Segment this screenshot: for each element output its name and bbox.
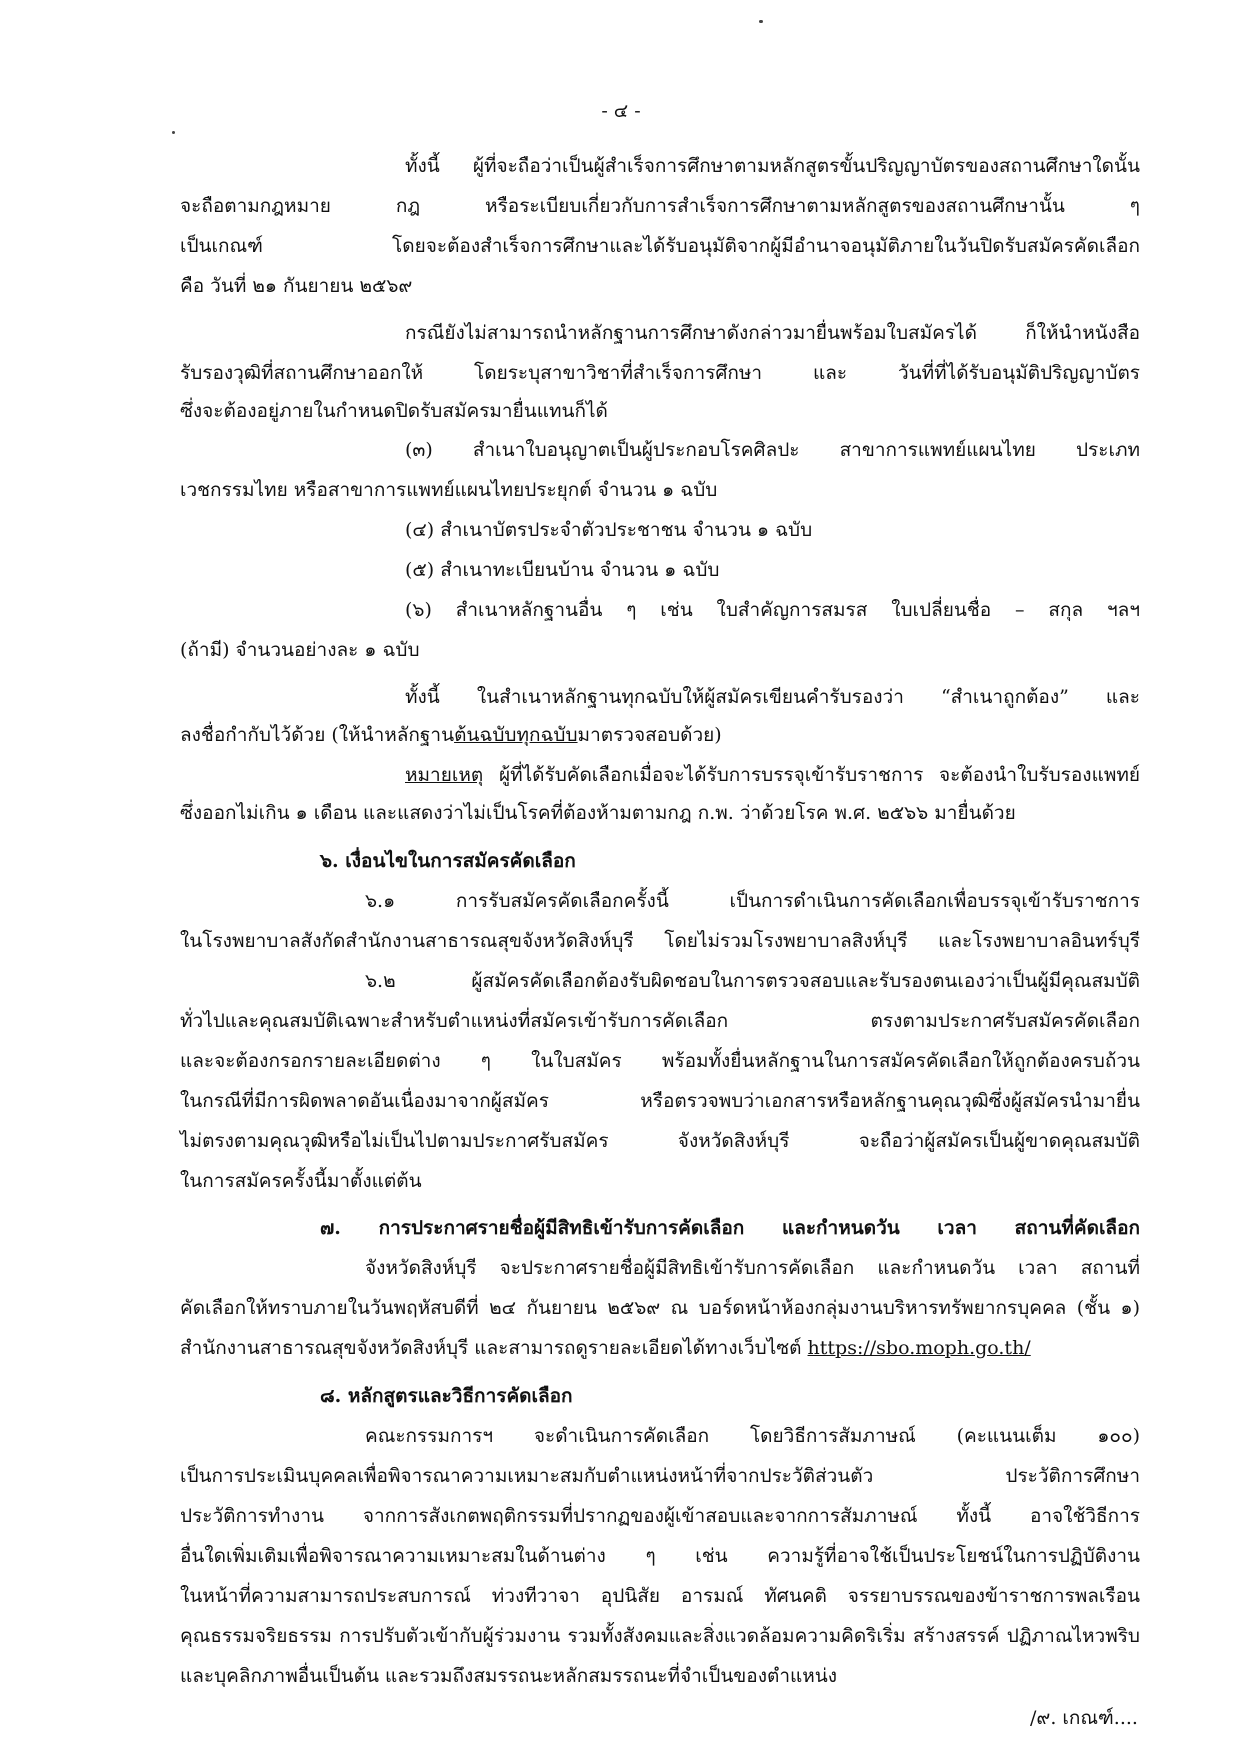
text-line: และบุคลิกภาพอื่นเป็นต้น และรวมถึงสมรรถนะหลักสมรรถนะที่จำเป็นของตำแหน่ง: [180, 1665, 838, 1687]
scan-speck: [172, 131, 175, 134]
remark-line: [405, 762, 1140, 788]
text-segment: ลงชื่อกำกับไว้ด้วย (ให้นำหลักฐาน: [180, 724, 455, 746]
list-item: (๕) สำเนาทะเบียนบ้าน จำนวน ๑ ฉบับ: [405, 559, 720, 581]
text-line: และจะต้องกรอกรายละเอียดต่าง ๆ ในใบสมัคร พร้อมทั้งยื่นหลักฐานในการสมัครคัดเลือกให้ถูกต้องครบถ้วน: [180, 1050, 1140, 1072]
text-line: เวชกรรมไทย หรือสาขาการแพทย์แผนไทยประยุกต์ จำนวน ๑ ฉบับ: [180, 479, 718, 501]
text-line: [180, 1335, 1031, 1361]
text-line: ๖.๒ ผู้สมัครคัดเลือกต้องรับผิดชอบในการตรวจสอบและรับรองตนเองว่าเป็นผู้มีคุณสมบัติ: [365, 970, 1140, 992]
text-line: ซึ่งออกไม่เกิน ๑ เดือน และแสดงว่าไม่เป็นโรคที่ต้องห้ามตามกฎ ก.พ. ว่าด้วยโรค พ.ศ. ๒๕๖๖ มายื่นด้วย: [180, 802, 1016, 824]
text-line: เป็นเกณฑ์ โดยจะต้องสำเร็จการศึกษาและได้รับอนุมัติจากผู้มีอำนาจอนุมัติภายในวันปิดรับสมัครคัดเลือก: [180, 235, 1140, 257]
website-link[interactable]: https://sbo.moph.go.th/: [807, 1337, 1031, 1359]
text-line: ๖.๑ การรับสมัครคัดเลือกครั้งนี้ เป็นการดำเนินการคัดเลือกเพื่อบรรจุเข้ารับราชการ: [365, 890, 1140, 912]
remark-label: หมายเหตุ: [405, 764, 484, 786]
underlined-text: ต้นฉบับทุกฉบับ: [454, 724, 578, 746]
text-segment: สำนักงานสาธารณสุขจังหวัดสิงห์บุรี และสามารถดูรายละเอียดได้ทางเว็บไซต์: [180, 1337, 808, 1359]
section-heading: ๖. เงื่อนไขในการสมัครคัดเลือก: [320, 850, 576, 872]
text-line: ทั้งนี้ ผู้ที่จะถือว่าเป็นผู้สำเร็จการศึกษาตามหลักสูตรขั้นปริญญาบัตรของสถานศึกษาใดนั้น: [405, 155, 1140, 177]
text-line: คือ วันที่ ๒๑ กันยายน ๒๕๖๙: [180, 275, 413, 297]
text-segment: ผู้ที่ได้รับคัดเลือกเมื่อจะได้รับการบรรจุเข้ารับราชการ จะต้องนำใบรับรองแพทย์: [483, 764, 1140, 786]
text-line: ในหน้าที่ความสามารถประสบการณ์ ท่วงทีวาจา อุปนิสัย อารมณ์ ทัศนคติ จรรยาบรรณของข้าราชการพลเรือน: [180, 1585, 1140, 1607]
list-item: (๖) สำเนาหลักฐานอื่น ๆ เช่น ใบสำคัญการสมรส ใบเปลี่ยนชื่อ – สกุล ฯลฯ: [405, 599, 1140, 621]
text-line: รับรองวุฒิที่สถานศึกษาออกให้ โดยระบุสาขาวิชาที่สำเร็จการศึกษา และ วันที่ที่ได้รับอนุมัติปริญญาบัตร: [180, 362, 1140, 384]
text-line: [180, 722, 722, 748]
text-line: ในกรณีที่มีการผิดพลาดอันเนื่องมาจากผู้สมัคร หรือตรวจพบว่าเอกสารหรือหลักฐานคุณวุฒิซึ่งผู้สมัครนำมายื่น: [180, 1090, 1140, 1112]
text-line: ทั้งนี้ ในสำเนาหลักฐานทุกฉบับให้ผู้สมัครเขียนคำรับรองว่า “สำเนาถูกต้อง” และ: [405, 686, 1140, 708]
text-line: คุณธรรมจริยธรรม การปรับตัวเข้ากับผู้ร่วมงาน รวมทั้งสังคมและสิ่งแวดล้อมความคิดริเริ่ม สร้างสรรค์ ปฏิภาณไหวพริบ: [180, 1625, 1140, 1647]
section-heading: ๘. หลักสูตรและวิธีการคัดเลือก: [320, 1385, 573, 1407]
text-line: จะถือตามกฎหมาย กฎ หรือระเบียบเกี่ยวกับการสำเร็จการศึกษาตามหลักสูตรของสถานศึกษานั้น ๆ: [180, 195, 1140, 217]
text-segment: มาตรวจสอบด้วย): [577, 724, 722, 746]
scan-speck: [759, 20, 763, 23]
text-line: ในการสมัครครั้งนี้มาตั้งแต่ต้น: [180, 1170, 422, 1192]
list-item: (๓) สำเนาใบอนุญาตเป็นผู้ประกอบโรคศิลปะ สาขาการแพทย์แผนไทย ประเภท: [405, 439, 1140, 461]
text-line: ประวัติการทำงาน จากการสังเกตพฤติกรรมที่ปรากฏของผู้เข้าสอบและจากการสัมภาษณ์ ทั้งนี้ อาจใช้วิธีการ: [180, 1505, 1140, 1527]
text-line: เป็นการประเมินบุคคลเพื่อพิจารณาความเหมาะสมกับตำแหน่งหน้าที่จากประวัติส่วนตัว ประวัติการศึกษา: [180, 1465, 1140, 1487]
list-item: (๔) สำเนาบัตรประจำตัวประชาชน จำนวน ๑ ฉบับ: [405, 519, 813, 541]
text-line: จังหวัดสิงห์บุรี จะประกาศรายชื่อผู้มีสิทธิเข้ารับการคัดเลือก และกำหนดวัน เวลา สถานที่: [365, 1257, 1140, 1279]
text-line: กรณียังไม่สามารถนำหลักฐานการศึกษาดังกล่าวมายื่นพร้อมใบสมัครได้ ก็ให้นำหนังสือ: [405, 322, 1140, 344]
text-line: ไม่ตรงตามคุณวุฒิหรือไม่เป็นไปตามประกาศรับสมัคร จังหวัดสิงห์บุรี จะถือว่าผู้สมัครเป็นผู้ขาดคุณสมบัติ: [180, 1130, 1140, 1152]
text-line: อื่นใดเพิ่มเติมเพื่อพิจารณาความเหมาะสมในด้านต่าง ๆ เช่น ความรู้ที่อาจใช้เป็นประโยชน์ในการปฏิบัติงาน: [180, 1545, 1140, 1567]
continuation-marker: /๙. เกณฑ์....: [1030, 1707, 1138, 1729]
text-line: ทั่วไปและคุณสมบัติเฉพาะสำหรับตำแหน่งที่สมัครเข้ารับการคัดเลือก ตรงตามประกาศรับสมัครคัดเลือก: [180, 1010, 1140, 1032]
section-heading: ๗. การประกาศรายชื่อผู้มีสิทธิเข้ารับการคัดเลือก และกำหนดวัน เวลา สถานที่คัดเลือก: [320, 1217, 1140, 1239]
text-line: (ถ้ามี) จำนวนอย่างละ ๑ ฉบับ: [180, 639, 420, 661]
text-line: คัดเลือกให้ทราบภายในวันพฤหัสบดีที่ ๒๔ กันยายน ๒๕๖๙ ณ บอร์ดหน้าห้องกลุ่มงานบริหารทรัพยากรบุคคล (ชั้น ๑): [180, 1297, 1140, 1319]
page-number: - ๔ -: [601, 100, 641, 122]
text-line: คณะกรรมการฯ จะดำเนินการคัดเลือก โดยวิธีการสัมภาษณ์ (คะแนนเต็ม ๑๐๐): [365, 1425, 1140, 1447]
text-line: ในโรงพยาบาลสังกัดสำนักงานสาธารณสุขจังหวัดสิงห์บุรี โดยไม่รวมโรงพยาบาลสิงห์บุรี และโรงพยาบาลอินทร์บุรี: [180, 930, 1140, 952]
text-line: ซึ่งจะต้องอยู่ภายในกำหนดปิดรับสมัครมายื่นแทนก็ได้: [180, 400, 608, 422]
